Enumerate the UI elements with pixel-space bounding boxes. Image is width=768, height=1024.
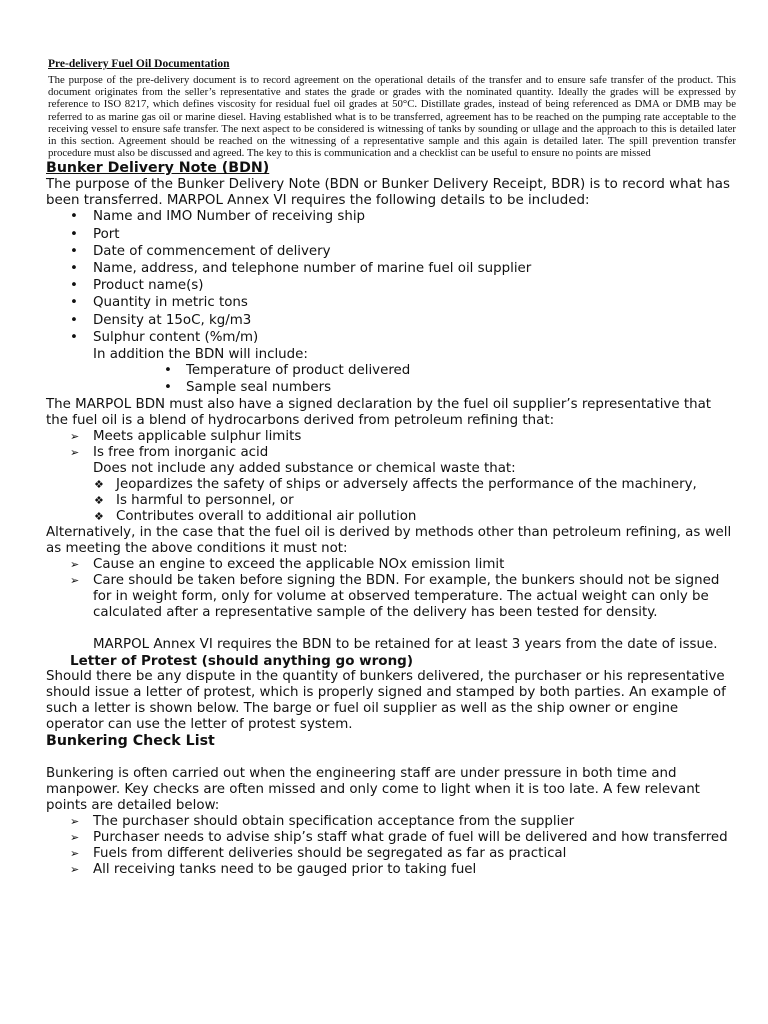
document-title: Pre-delivery Fuel Oil Documentation [48, 58, 230, 70]
protest-paragraph: Should there be any dispute in the quantity of bunkers delivered, the purchaser or his representative should issue a letter of protest, which is properly signed and stamped by both parties. An example of such a letter is shown below. The barge or fuel oil supplier as well as the ship owner or engine operator can use the letter of protest system. [46, 668, 726, 732]
list-item: ➢ Purchaser needs to advise ship’s staff what grade of fuel will be delivered and how transferred [46, 830, 736, 846]
list-item: • Product name(s) [46, 278, 736, 294]
checklist-list [46, 814, 736, 878]
protest-heading: Letter of Protest (should anything go wrong) [70, 652, 414, 669]
list-item: ➢ The purchaser should obtain specification acceptance from the supplier [46, 814, 736, 830]
document-page [46, 58, 736, 878]
alternative-list [46, 557, 736, 621]
bdn-heading: Bunker Delivery Note (BDN) [46, 160, 270, 177]
bdn-declaration-paragraph: The MARPOL BDN must also have a signed declaration by the fuel oil supplier’s representative that the fuel oil is a blend of hydrocarbons derived from petroleum refining that: [46, 396, 712, 428]
not-include-note: Does not include any added substance or chemical waste that: [93, 460, 516, 476]
spacer [46, 750, 736, 766]
list-item: ❖ Contributes overall to additional air pollution [46, 509, 736, 525]
spacer [46, 621, 736, 637]
list-item: • Name and IMO Number of receiving ship [46, 209, 736, 225]
list-item: • Temperature of product delivered [46, 363, 736, 379]
checklist-paragraph: Bunkering is often carried out when the engineering staff are under pressure in both time and manpower. Key checks are often missed and only come to light when it is too late. A few relevant points are detailed below: [46, 765, 700, 813]
bdn-addition-note: In addition the BDN will include: [93, 346, 308, 362]
list-item: • Sulphur content (%m/m) [46, 330, 736, 346]
declaration-list [46, 429, 736, 461]
list-item: ❖ Jeopardizes the safety of ships or adversely affects the performance of the machinery, [46, 477, 736, 493]
list-item: ➢ Meets applicable sulphur limits [46, 429, 736, 445]
retention-note: MARPOL Annex VI requires the BDN to be retained for at least 3 years from the date of issue. [93, 636, 718, 652]
bdn-addition-list [46, 363, 736, 396]
list-item: ❖ Is harmful to personnel, or [46, 493, 736, 509]
bdn-purpose-paragraph: The purpose of the Bunker Delivery Note (BDN or Bunker Delivery Receipt, BDR) is to record what has been transferred. MARPOL Annex VI requires the following details to be included: [46, 177, 730, 209]
list-item: • Density at 15oC, kg/m3 [46, 313, 736, 329]
list-item: ➢ All receiving tanks need to be gauged prior to taking fuel [46, 862, 736, 878]
list-item: • Date of commencement of delivery [46, 244, 736, 260]
list-item: • Quantity in metric tons [46, 295, 736, 311]
list-item: • Name, address, and telephone number of marine fuel oil supplier [46, 261, 736, 277]
list-item: ➢ Is free from inorganic acid [46, 445, 736, 461]
intro-paragraph: The purpose of the pre-delivery document is to record agreement on the operational details of the transfer and to ensure safe transfer of the product. This document originates from the seller’s representative and states the grade or grades with the nominated quantity. Ideally the grades will be expressed by reference to ISO 8217, which defines viscosity for residual fuel oil grades at 50°C. Distillate grades, instead of being referenced as DMA or DMB may be referred to as marine gas oil or marine diesel. Having established what is to be transferred, agreement has to be reached on the pumping rate acceptable to the receiving vessel to ensure safe transfer. The next aspect to be considered is witnessing of tanks by sounding or ullage and the approach to this is detailed later in this section. Agreement should be reached on the witnessing of a representative sample and this again is detailed later. The spill prevention transfer procedure must also be discussed and agreed. The key to this is communication and a checklist can be useful to ensure no points are missed [48, 74, 736, 160]
checklist-heading: Bunkering Check List [46, 732, 215, 749]
waste-list [46, 477, 736, 525]
bdn-required-list [46, 209, 736, 345]
list-item: • Sample seal numbers [46, 380, 736, 396]
alternative-paragraph: Alternatively, in the case that the fuel oil is derived by methods other than petroleum refining, as well as meeting the above conditions it must not: [46, 524, 732, 556]
list-item: • Port [46, 227, 736, 243]
list-item: ➢ Fuels from different deliveries should be segregated as far as practical [46, 846, 736, 862]
list-item: ➢ Cause an engine to exceed the applicable NOx emission limit [46, 557, 736, 573]
list-item: ➢ Care should be taken before signing the BDN. For example, the bunkers should not be signed for in weight form, only for volume at observed temperature. The actual weight can only be calculated after a representative sample of the delivery has been tested for density. [46, 573, 736, 621]
